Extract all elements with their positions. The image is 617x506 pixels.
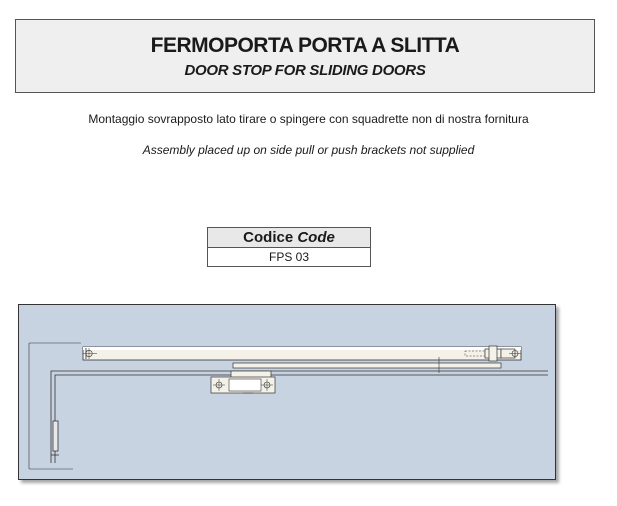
sliding-rail [83, 346, 521, 361]
rail-highlight [83, 347, 521, 350]
door-stop-drawing-svg [19, 305, 555, 479]
page-title: FERMOPORTA PORTA A SLITTA [150, 34, 460, 57]
bracket-center [229, 379, 261, 391]
code-table-row [208, 248, 371, 267]
right-stop-latch [489, 346, 497, 361]
code-header-italian: Codice [243, 229, 294, 246]
code-table-header-row [208, 228, 371, 248]
page-subtitle: DOOR STOP FOR SLIDING DOORS [184, 62, 426, 79]
code-table-header [208, 228, 371, 248]
description-english: Assembly placed up on side pull or push brackets not supplied [142, 143, 475, 157]
description-italian: Montaggio sovrapposto lato tirare o spingere con squadrette non di nostra fornitura [88, 112, 529, 126]
technical-drawing [18, 304, 556, 480]
product-code-value: FPS 03 [208, 248, 371, 267]
door-bracket [211, 371, 275, 393]
code-header-english: Code [297, 229, 335, 246]
product-code-table [207, 227, 371, 267]
door-profile-inner [55, 375, 548, 463]
door-frame [29, 343, 548, 469]
title-box [15, 19, 595, 93]
strip-body [233, 363, 501, 368]
hinge-block [53, 421, 58, 451]
